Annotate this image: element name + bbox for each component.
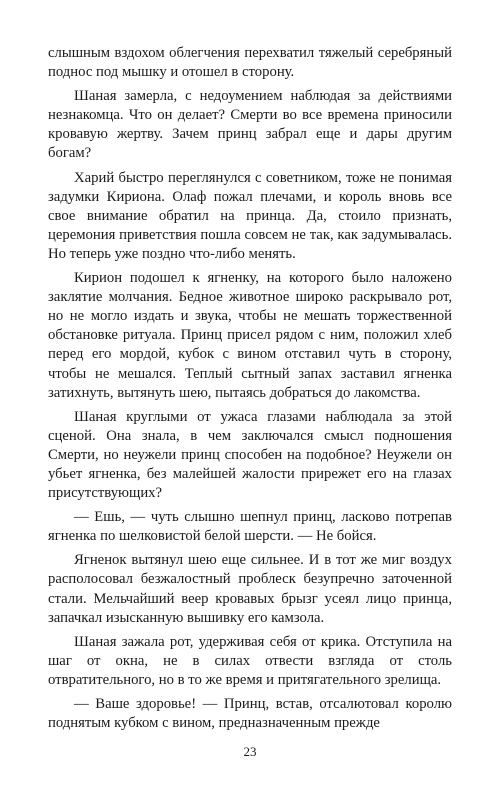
paragraph-5: Шаная круглыми от ужаса глазами наблюдала за этой сценой. Она знала, в чем заключался смысл подношения Смерти, но неужели принц способен на подобное? Неужели он убьет ягненка, без малейшей жалости прирежет его на глазах присутствующих? xyxy=(48,408,452,502)
paragraph-4: Кирион подошел к ягненку, на которого было наложено заклятие молчания. Бедное животное широко раскрывало рот, но не могло издать и звука, чтобы не мешать торжественной обстановке ритуала. Принц присел рядом с ним, положил хлеб перед его мордой, кубок с вином отставил чуть в сторону, чтобы не мешался. Теплый сытный запах заставил ягненка затихнуть, вытянуть шею, пытаясь добраться до лакомства. xyxy=(48,270,452,401)
paragraph-8: Шаная зажала рот, удерживая себя от крика. Отступила на шаг от окна, не в силах отвести взгляда от столь отвратительного, но в то же время и притягательного зрелища. xyxy=(48,633,452,688)
paragraph-1: слышным вздохом облегчения перехватил тяжелый серебряный поднос под мышку и отошел в сторону. xyxy=(48,45,452,81)
paragraph-9-dialogue: — Ваше здоровье! — Принц, встав, отсалютовал королю поднятым кубком с вином, предназначенным прежде xyxy=(48,696,452,732)
paragraph-6-dialogue: — Ешь, — чуть слышно шепнул принц, ласково потрепав ягненка по шелковистой белой шерсти. — Не бойся. xyxy=(48,509,452,545)
paragraph-2: Шаная замерла, с недоумением наблюдая за действиями незнакомца. Что он делает? Смерти во все времена приносили кровавую жертву. Зачем принц забрал еще и дары другим богам? xyxy=(48,88,452,162)
book-page xyxy=(48,44,452,738)
paragraph-3: Харий быстро переглянулся с советником, тоже не понимая задумки Кириона. Олаф пожал плечами, и король вновь все свое внимание обратил на принца. Да, стоило признать, церемония приветствия пошла совсем не так, как задумывалась. Но теперь уже поздно что-либо менять. xyxy=(48,169,452,262)
page-number: 23 xyxy=(243,744,257,759)
paragraph-7: Ягненок вытянул шею еще сильнее. И в тот же миг воздух располосовал безжалостный проблеск безупречно заточенной стали. Мельчайший веер кровавых брызг усеял лицо принца, запачкал изысканную вышивку его камзола. xyxy=(48,552,452,626)
